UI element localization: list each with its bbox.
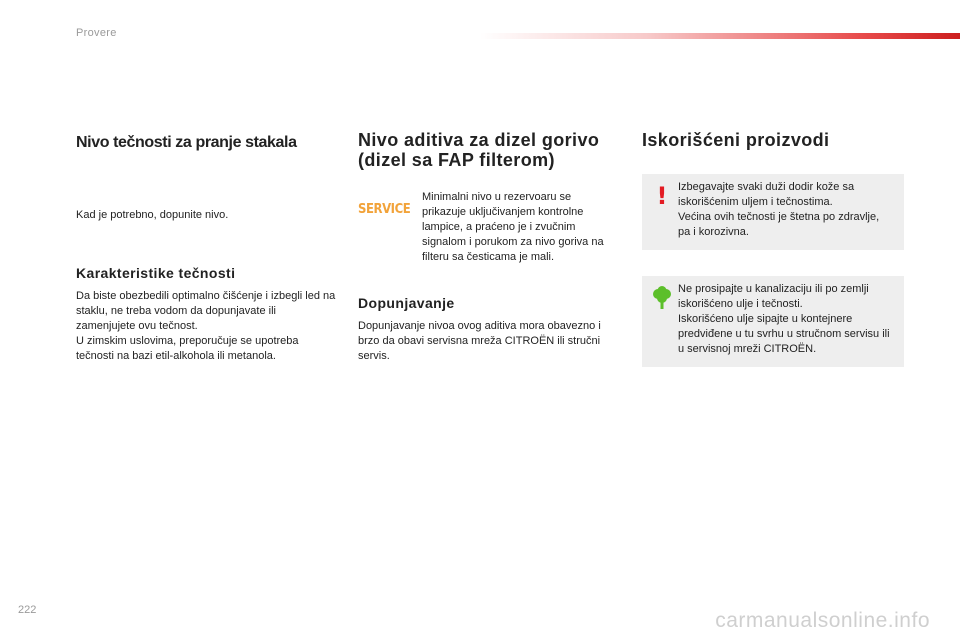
page-number: 222 bbox=[18, 604, 37, 616]
used-products-section bbox=[642, 130, 904, 367]
intro-text: Kad je potrebno, dopunite nivo. bbox=[76, 209, 229, 221]
page-section-title: Provere bbox=[76, 27, 117, 39]
warning-exclamation-icon: ! bbox=[656, 182, 668, 210]
service-warning-icon: SERVICE bbox=[358, 202, 411, 217]
section-heading: Nivo tečnosti za pranje stakala bbox=[76, 134, 297, 151]
header-accent-bar bbox=[480, 33, 960, 39]
section-heading: Iskorišćeni proizvodi bbox=[642, 130, 830, 150]
body-text: Dopunjavanje nivoa ovog aditiva mora obavezno i brzo da obavi servisna mreža CITROËN ili stručni servis. bbox=[358, 320, 601, 362]
sub-heading: Karakteristike tečnosti bbox=[76, 265, 236, 281]
warning-note bbox=[642, 174, 904, 250]
environment-text: Ne prosipajte u kanalizaciju ili po zemlji iskorišćeno ulje i tečnosti. Iskorišćeno ulje sipajte u kontejnere predviđene u tu svrhu u stručnom servisu ili u servisnoj mreži CITROËN. bbox=[678, 283, 890, 355]
windscreen-fluid-section bbox=[76, 130, 338, 364]
diesel-additive-section bbox=[358, 130, 620, 364]
environment-note bbox=[642, 276, 904, 367]
section-heading: Nivo aditiva za dizel gorivo (dizel sa FAP filterom) bbox=[358, 130, 600, 170]
warning-text: Izbegavajte svaki duži dodir kože sa iskorišćenim uljem i tečnostima. Većina ovih tečnosti je štetna po zdravlje, pa i korozivna. bbox=[678, 181, 880, 238]
service-warning-row bbox=[358, 190, 620, 265]
sub-heading: Dopunjavanje bbox=[358, 295, 455, 311]
service-description: Minimalni nivo u rezervoaru se prikazuje uključivanjem kontrolne lampice, a praćeno je i zvučnim signalom i porukom za nivo goriva na filteru sa česticama je mali. bbox=[422, 191, 604, 263]
tree-icon bbox=[648, 282, 676, 357]
body-text: Da biste obezbedili optimalno čišćenje i izbegli led na staklu, ne treba vodom da dopunjavate ili zamenjujete ovu tečnost. U zimskim uslovima, preporučuje se upotreba tečnosti na bazi etil-alkohola ili metanola. bbox=[76, 290, 336, 362]
watermark: carmanualsonline.info bbox=[715, 609, 930, 632]
